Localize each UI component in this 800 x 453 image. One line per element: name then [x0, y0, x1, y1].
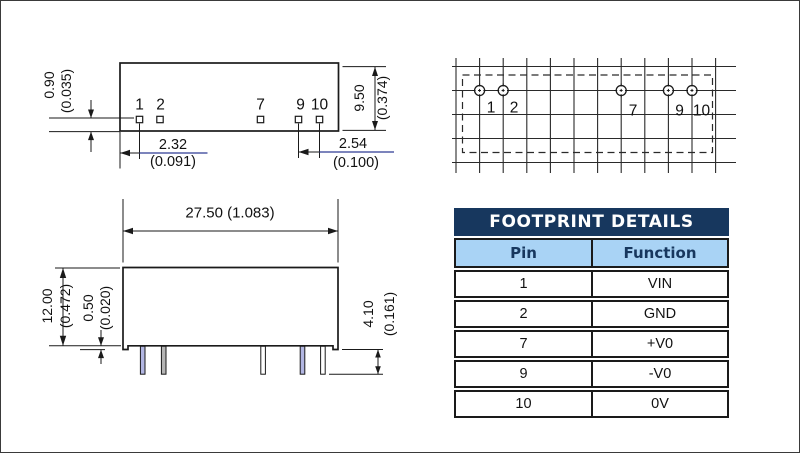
- top-view-pin-label-1: 1: [135, 96, 144, 114]
- table-title: FOOTPRINT DETAILS: [454, 208, 729, 236]
- column-header-pin: Pin: [456, 240, 593, 266]
- table-row: [454, 360, 729, 388]
- function-cell: -V0: [648, 366, 672, 382]
- table-row: [454, 390, 729, 418]
- table-header-row: [454, 238, 729, 268]
- pin-cell: 2: [456, 302, 593, 326]
- dim-body-height-mm-label: 12.00: [39, 288, 55, 324]
- footprint-details-table: [454, 208, 729, 418]
- top-view-pin-label-2: 2: [156, 96, 165, 114]
- dim-body-depth-mm-label: 9.50: [350, 84, 367, 112]
- pin-cell: 1: [456, 272, 593, 296]
- pin-leads: [140, 346, 325, 374]
- dim-pin-offset-mm-label: 0.90: [41, 71, 57, 99]
- dim-pin-length-in-label: (0.161): [381, 291, 397, 337]
- dim-pin-length: [329, 350, 383, 375]
- dim-pin-pitch-in-label: (0.100): [333, 154, 379, 171]
- dim-pin-length-mm-label: 4.10: [359, 300, 376, 328]
- function-cell: +V0: [646, 336, 674, 352]
- function-cell: GND: [643, 306, 677, 322]
- table-row: [454, 330, 729, 358]
- top-view-pin-label-10: 10: [310, 96, 329, 114]
- package-outline-side: [123, 268, 338, 350]
- pin-cell: 10: [456, 392, 593, 416]
- column-header-function: Function: [623, 244, 697, 262]
- function-cell: 0V: [651, 396, 669, 412]
- dim-standoff-in-label: (0.020): [96, 285, 113, 331]
- footprint-pin-label-9: 9: [675, 101, 684, 119]
- top-view-pin-label-9: 9: [296, 96, 305, 114]
- function-cell: VIN: [647, 276, 673, 292]
- top-view-drawing: [49, 63, 394, 169]
- dim-pin1-inset-mm-label: 2.32: [158, 136, 188, 153]
- dim-standoff-mm-label: 0.50: [80, 294, 96, 322]
- dim-body-height-in-label: (0.472): [56, 283, 73, 329]
- footprint-pin-label-1: 1: [486, 99, 496, 117]
- table-row: [454, 300, 729, 328]
- dim-standoff: [80, 330, 105, 364]
- dim-pin1-inset-in-label: (0.091): [150, 153, 196, 170]
- pin-cell: 9: [456, 362, 593, 386]
- dim-body-depth-in-label: (0.374): [374, 75, 390, 121]
- pin-cell: 7: [456, 332, 593, 356]
- footprint-pin-label-2: 2: [509, 99, 519, 117]
- package-outline-top: [120, 63, 339, 131]
- top-view-pin-label-7: 7: [256, 96, 265, 114]
- table-row: [454, 270, 729, 298]
- dim-pin-offset-in-label: (0.035): [57, 68, 74, 114]
- dim-body-width-label: 27.50 (1.083): [185, 204, 275, 222]
- footprint-pin-label-10: 10: [692, 101, 711, 119]
- footprint-pin-label-7: 7: [628, 101, 638, 119]
- dim-pin-pitch-mm-label: 2.54: [338, 135, 368, 152]
